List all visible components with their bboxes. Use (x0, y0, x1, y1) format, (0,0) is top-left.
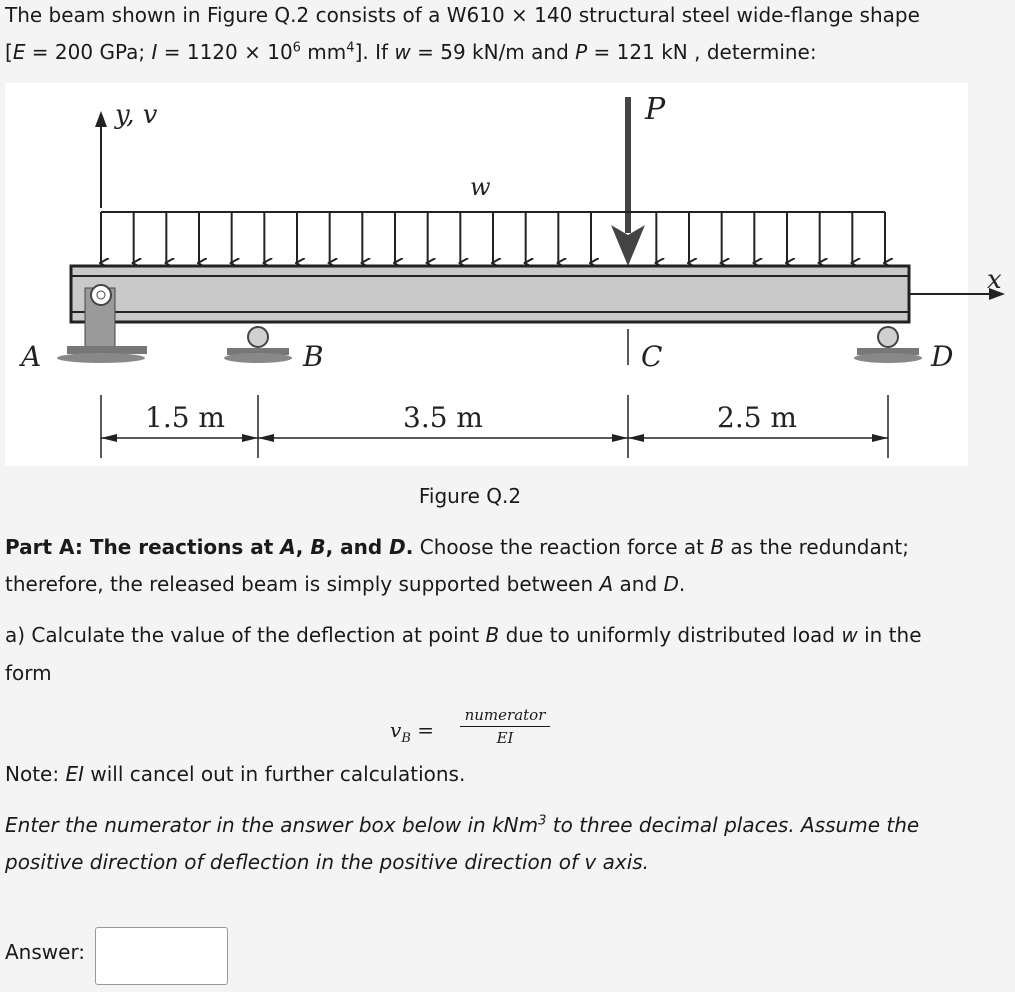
dim-ab-label: 1.5 m (145, 401, 225, 434)
roller-support-b (224, 327, 292, 363)
beam (71, 266, 909, 322)
part-a-line-2: therefore, the released beam is simply supported between A and D. (5, 572, 686, 596)
dim-cd-label: 2.5 m (717, 401, 797, 434)
x-label: x (987, 265, 1002, 295)
a-label: A (21, 340, 42, 373)
w-label: w (470, 173, 491, 201)
instruction-line-2: positive direction of deflection in the positive direction of v axis. (5, 850, 650, 874)
d-label: D (931, 340, 954, 373)
beam-figure (5, 83, 1002, 466)
question-a-line-1: a) Calculate the value of the deflection at point B due to uniformly distributed load w in the (5, 623, 922, 647)
answer-label: Answer: (5, 940, 86, 964)
p-label: P (645, 92, 666, 127)
y-axis-arrow (95, 111, 107, 208)
dim-bc-label: 3.5 m (403, 401, 483, 434)
distributed-load-arrows (101, 212, 885, 263)
question-a-line-2: form (5, 661, 52, 685)
problem-line-1: The beam shown in Figure Q.2 consists of a W610 × 140 structural steel wide-flange shape (5, 3, 920, 27)
c-label: C (641, 340, 663, 373)
point-load-arrow (611, 97, 645, 266)
part-a-heading: Part A: The reactions at A, B, and D. Choose the reaction force at B as the redundant; (5, 535, 909, 559)
formula-numerator: numerator (464, 706, 546, 724)
figure-caption: Figure Q.2 (418, 484, 522, 508)
b-label: B (303, 340, 324, 373)
answer-input[interactable] (95, 927, 228, 985)
problem-line-2: [E = 200 GPa; $I = 1120 \times 10^6$ $mm^4$]. If w = 59 kN/m and P = 121 kN , determine: (5, 40, 817, 64)
instruction-line-1: Enter the numerator in the answer box below in kNm$^3$ to three decimal places. Assume the (5, 813, 920, 837)
note-text: Note: EI will cancel out in further calculations. (5, 762, 466, 786)
formula-denominator: EI (496, 729, 514, 747)
roller-support-d (854, 327, 922, 363)
y-v-label: y, v (115, 100, 158, 130)
